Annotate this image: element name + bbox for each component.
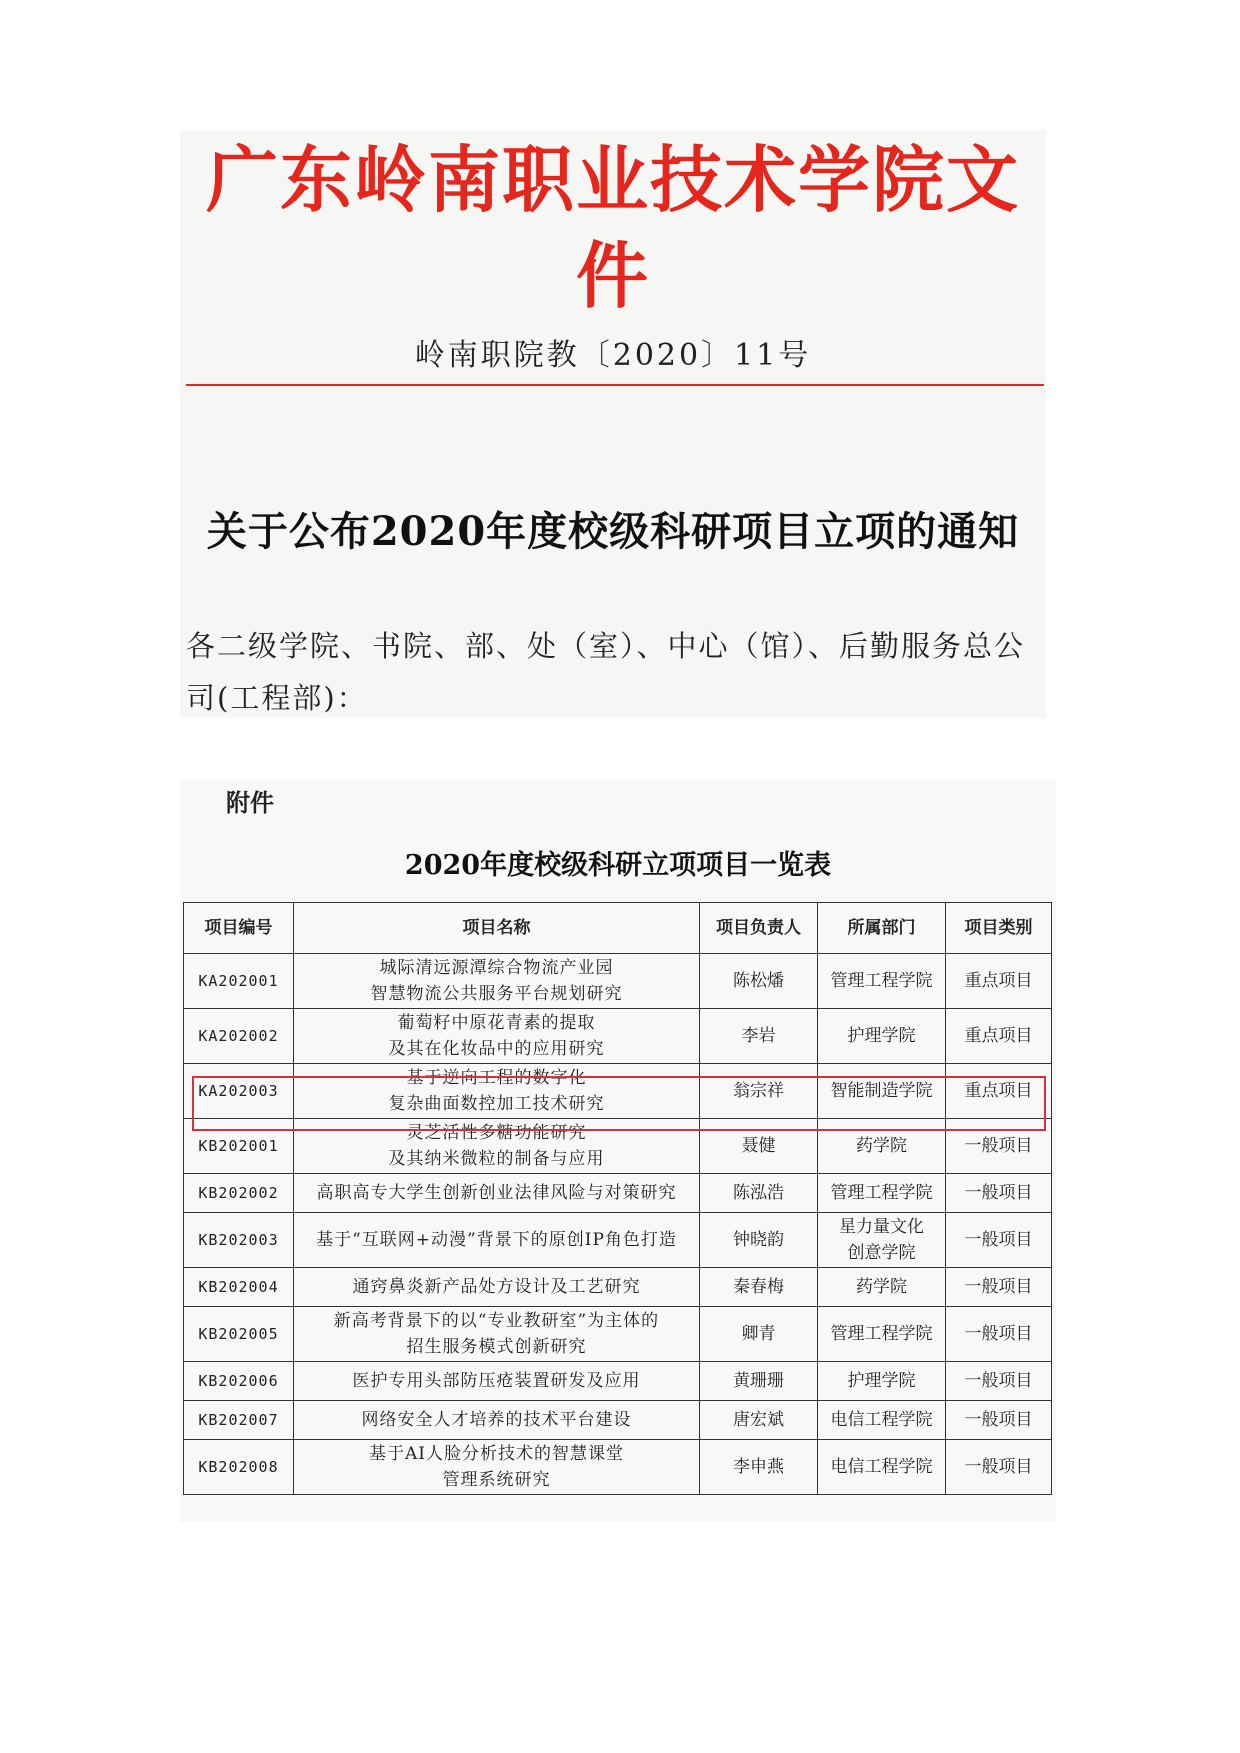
project-code: KB202007 bbox=[184, 1401, 294, 1440]
project-name-line: 基于逆向工程的数字化 bbox=[406, 1068, 587, 1088]
project-name-line: 招生服务模式创新研究 bbox=[406, 1337, 587, 1357]
project-leader: 黄珊珊 bbox=[700, 1362, 818, 1401]
project-name-line: 新高考背景下的以“专业教研室”为主体的 bbox=[333, 1311, 660, 1331]
project-dept bbox=[818, 1213, 946, 1268]
project-name-line: 管理系统研究 bbox=[442, 1470, 551, 1490]
project-name bbox=[294, 1440, 700, 1495]
project-dept: 管理工程学院 bbox=[818, 954, 946, 1009]
col-header-category: 项目类别 bbox=[946, 903, 1052, 954]
notice-title: 关于公布2020年度校级科研项目立项的通知 bbox=[206, 508, 1020, 555]
project-code: KB202008 bbox=[184, 1440, 294, 1495]
project-category: 一般项目 bbox=[946, 1307, 1052, 1362]
project-category: 一般项目 bbox=[946, 1174, 1052, 1213]
project-code: KB202005 bbox=[184, 1307, 294, 1362]
project-category: 一般项目 bbox=[946, 1401, 1052, 1440]
project-name-line: 葡萄籽中原花青素的提取 bbox=[397, 1013, 596, 1033]
col-header-dept: 所属部门 bbox=[818, 903, 946, 954]
project-code: KA202002 bbox=[184, 1009, 294, 1064]
col-header-name: 项目名称 bbox=[294, 903, 700, 954]
project-name-line: 城际清远源潭综合物流产业园 bbox=[379, 958, 614, 978]
project-name-line: 灵芝活性多糖功能研究 bbox=[406, 1123, 587, 1143]
project-leader: 聂健 bbox=[700, 1119, 818, 1174]
table-row bbox=[184, 1174, 1052, 1213]
project-dept: 护理学院 bbox=[818, 1009, 946, 1064]
project-name: 医护专用头部防压疮装置研发及应用 bbox=[294, 1362, 700, 1401]
project-category: 重点项目 bbox=[946, 1009, 1052, 1064]
salutation-line-2: 司(工程部)： bbox=[186, 681, 368, 715]
project-code: KB202004 bbox=[184, 1268, 294, 1307]
project-dept-line: 创意学院 bbox=[847, 1243, 916, 1263]
project-name: 高职高专大学生创新创业法律风险与对策研究 bbox=[294, 1174, 700, 1213]
project-code: KB202006 bbox=[184, 1362, 294, 1401]
project-name: 网络安全人才培养的技术平台建设 bbox=[294, 1401, 700, 1440]
project-leader: 陈泓浩 bbox=[700, 1174, 818, 1213]
project-name bbox=[294, 954, 700, 1009]
project-category: 一般项目 bbox=[946, 1362, 1052, 1401]
project-category: 一般项目 bbox=[946, 1213, 1052, 1268]
project-category: 重点项目 bbox=[946, 1064, 1052, 1119]
project-dept: 药学院 bbox=[818, 1268, 946, 1307]
project-dept: 管理工程学院 bbox=[818, 1174, 946, 1213]
project-code: KB202002 bbox=[184, 1174, 294, 1213]
project-leader: 唐宏斌 bbox=[700, 1401, 818, 1440]
table-row bbox=[184, 1009, 1052, 1064]
project-category: 一般项目 bbox=[946, 1119, 1052, 1174]
project-leader: 钟晓韵 bbox=[700, 1213, 818, 1268]
project-code: KA202003 bbox=[184, 1064, 294, 1119]
project-leader: 李申燕 bbox=[700, 1440, 818, 1495]
project-category: 一般项目 bbox=[946, 1440, 1052, 1495]
table-row bbox=[184, 1213, 1052, 1268]
project-leader: 卿青 bbox=[700, 1307, 818, 1362]
project-name-line: 基于AI人脸分析技术的智慧课堂 bbox=[369, 1444, 624, 1464]
project-list-table bbox=[183, 902, 1052, 1495]
attachment-table-title: 2020年度校级科研立项项目一览表 bbox=[404, 850, 832, 881]
project-name bbox=[294, 1064, 700, 1119]
project-dept: 电信工程学院 bbox=[818, 1440, 946, 1495]
project-code: KB202001 bbox=[184, 1119, 294, 1174]
project-name-line: 及其在化妆品中的应用研究 bbox=[388, 1039, 605, 1059]
project-category: 一般项目 bbox=[946, 1268, 1052, 1307]
project-dept: 电信工程学院 bbox=[818, 1401, 946, 1440]
project-leader: 翁宗祥 bbox=[700, 1064, 818, 1119]
project-dept: 智能制造学院 bbox=[818, 1064, 946, 1119]
project-code: KA202001 bbox=[184, 954, 294, 1009]
table-row bbox=[184, 1401, 1052, 1440]
project-name bbox=[294, 1119, 700, 1174]
table-row bbox=[184, 954, 1052, 1009]
project-code: KB202003 bbox=[184, 1213, 294, 1268]
document-number: 岭南职院教〔2020〕11号 bbox=[414, 338, 812, 373]
project-leader: 李岩 bbox=[700, 1009, 818, 1064]
project-dept-line: 星力量文化 bbox=[839, 1217, 924, 1237]
project-dept: 药学院 bbox=[818, 1119, 946, 1174]
project-dept: 管理工程学院 bbox=[818, 1307, 946, 1362]
table-row bbox=[184, 1307, 1052, 1362]
red-header-title: 广东岭南职业技术学院文件 bbox=[205, 137, 1020, 318]
table-header-row bbox=[184, 903, 1052, 954]
project-leader: 秦春梅 bbox=[700, 1268, 818, 1307]
project-name: 基于“互联网+动漫”背景下的原创IP角色打造 bbox=[294, 1213, 700, 1268]
project-name: 通窍鼻炎新产品处方设计及工艺研究 bbox=[294, 1268, 700, 1307]
project-dept: 护理学院 bbox=[818, 1362, 946, 1401]
project-leader: 陈松燔 bbox=[700, 954, 818, 1009]
project-name-line: 智慧物流公共服务平台规划研究 bbox=[370, 984, 623, 1004]
project-name-line: 及其纳米微粒的制备与应用 bbox=[388, 1149, 605, 1169]
project-category: 重点项目 bbox=[946, 954, 1052, 1009]
attachment-label: 附件 bbox=[226, 789, 274, 817]
project-name-line: 复杂曲面数控加工技术研究 bbox=[388, 1094, 605, 1114]
project-name bbox=[294, 1307, 700, 1362]
table-row bbox=[184, 1362, 1052, 1401]
table-row-highlighted bbox=[184, 1064, 1052, 1119]
salutation-line-1: 各二级学院、书院、部、处（室）、中心（馆）、后勤服务总公 bbox=[186, 629, 1026, 663]
red-divider-line bbox=[186, 384, 1044, 386]
col-header-leader: 项目负责人 bbox=[700, 903, 818, 954]
salutation bbox=[186, 620, 1046, 724]
col-header-code: 项目编号 bbox=[184, 903, 294, 954]
table-row bbox=[184, 1268, 1052, 1307]
table-row bbox=[184, 1440, 1052, 1495]
table-row bbox=[184, 1119, 1052, 1174]
project-name bbox=[294, 1009, 700, 1064]
